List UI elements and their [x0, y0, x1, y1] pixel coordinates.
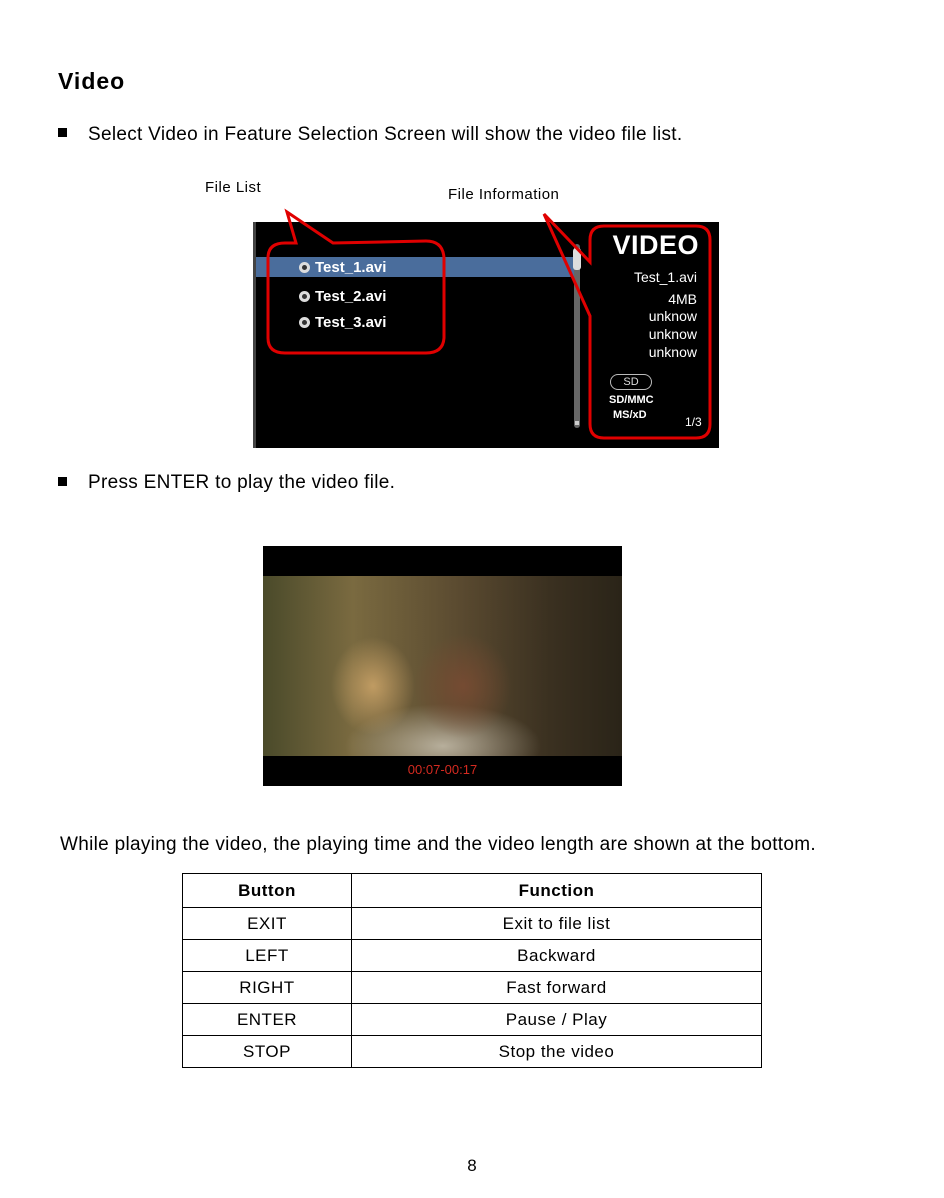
- button-cell: LEFT: [183, 940, 352, 972]
- sd-card-badge: SD: [610, 374, 652, 390]
- playback-time: 00:07-00:17: [407, 762, 478, 777]
- video-file-icon: [299, 291, 310, 302]
- bullet-text-select: Select Video in Feature Selection Screen will show the video file list.: [88, 124, 683, 145]
- function-cell: Stop the video: [352, 1036, 762, 1068]
- button-cell: EXIT: [183, 908, 352, 940]
- file-list-screenshot: [253, 222, 719, 448]
- function-cell: Fast forward: [352, 972, 762, 1004]
- scrollbar: [574, 244, 580, 428]
- header-function: Function: [352, 874, 762, 908]
- file-item: [299, 314, 386, 331]
- caption: While playing the video, the playing time and the video length are shown at the bottom.: [60, 834, 816, 855]
- file-name: Test_2.avi: [315, 288, 387, 305]
- callout-file-list: File List: [205, 179, 262, 196]
- file-name: Test_3.avi: [315, 314, 387, 331]
- video-frame: [263, 576, 622, 756]
- info-title: VIDEO: [612, 230, 699, 260]
- function-cell: Backward: [352, 940, 762, 972]
- button-function-table: [182, 873, 762, 1068]
- info-line: unknow: [648, 308, 697, 324]
- table-row: [183, 1036, 762, 1068]
- table-header-row: [183, 874, 762, 908]
- table-row: [183, 972, 762, 1004]
- info-size: 4MB: [668, 291, 697, 307]
- callout-file-information: File Information: [448, 186, 560, 203]
- card-type-label: MS/xD: [613, 409, 647, 421]
- header-button: Button: [183, 874, 352, 908]
- screen-edge: [253, 222, 256, 448]
- video-file-icon: [299, 317, 310, 328]
- info-filename: Test_1.avi: [633, 269, 697, 285]
- table-row: [183, 908, 762, 940]
- bullet-text-press-enter: Press ENTER to play the video file.: [88, 472, 396, 493]
- info-line: unknow: [648, 344, 697, 360]
- button-cell: RIGHT: [183, 972, 352, 1004]
- video-file-icon: [299, 262, 310, 273]
- file-item: [299, 288, 386, 305]
- button-cell: STOP: [183, 1036, 352, 1068]
- bullet-marker: [58, 477, 67, 486]
- info-line: unknow: [648, 326, 697, 342]
- page-indicator: 1/3: [685, 415, 702, 429]
- card-type-label: SD/MMC: [609, 394, 654, 406]
- table-row: [183, 1004, 762, 1036]
- page-number: 8: [467, 1156, 477, 1175]
- bullet-marker: [58, 128, 67, 137]
- function-cell: Pause / Play: [352, 1004, 762, 1036]
- video-playback-screenshot: [263, 546, 622, 786]
- file-item: [299, 259, 386, 276]
- section-title: Video: [58, 68, 126, 94]
- file-name: Test_1.avi: [315, 259, 387, 276]
- table-row: [183, 940, 762, 972]
- button-cell: ENTER: [183, 1004, 352, 1036]
- scrollbar-end: [575, 421, 579, 425]
- function-cell: Exit to file list: [352, 908, 762, 940]
- scrollbar-thumb: [573, 248, 581, 270]
